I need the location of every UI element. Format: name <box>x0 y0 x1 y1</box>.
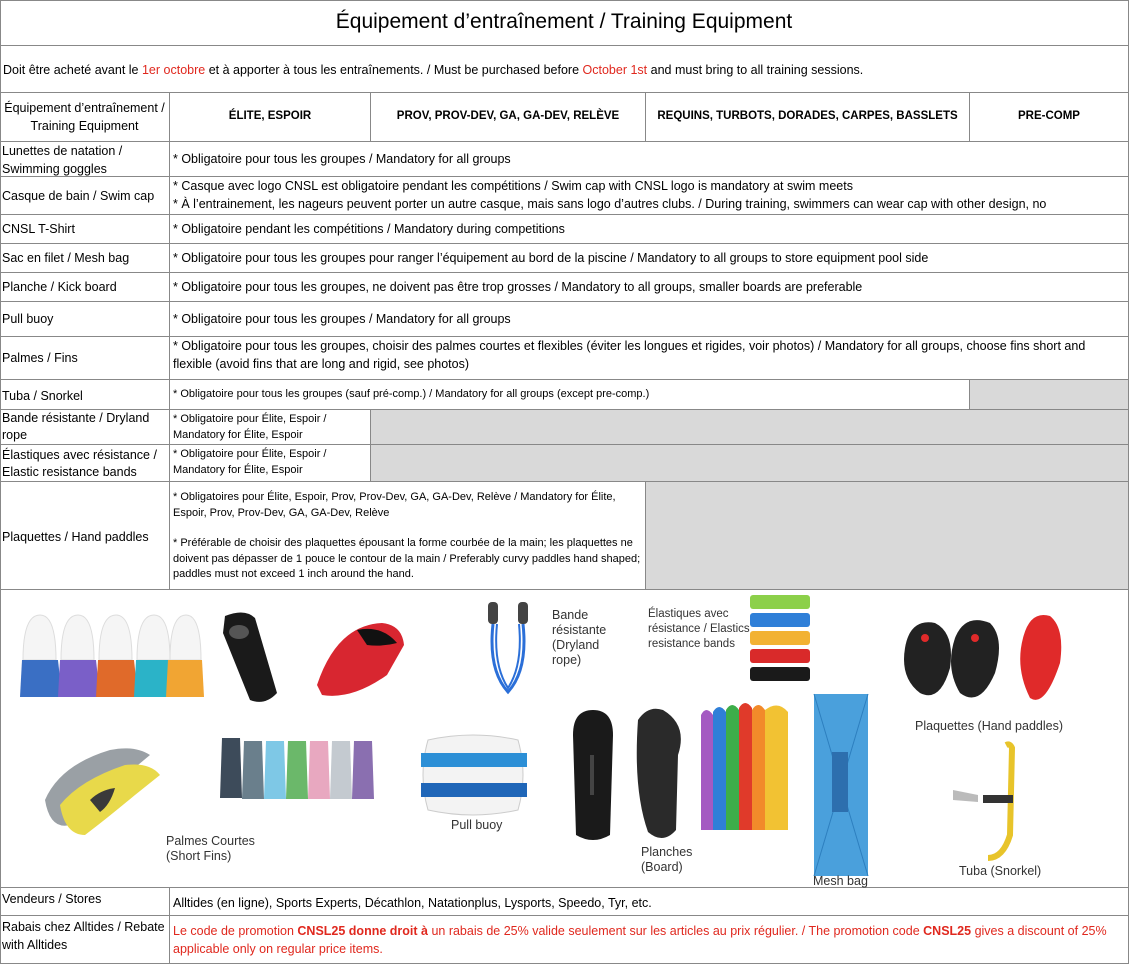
caption-pull-buoy: Pull buoy <box>451 818 503 832</box>
item-kick-board: Planche / Kick board <box>0 273 170 302</box>
notice-text: and must bring to all training sessions. <box>647 63 864 77</box>
rebate-text-part: un rabais de 25% valide seulement sur les articles au prix régulier. / The promotion code <box>427 924 924 938</box>
red-fin-image <box>312 615 412 700</box>
req-goggles: * Obligatoire pour tous les groupes / Mandatory for all groups <box>170 142 1129 177</box>
deadline-fr: 1er octobre <box>141 63 206 77</box>
header-group-requins: REQUINS, TURBOTS, DORADES, CARPES, BASSLETS <box>646 93 970 142</box>
na-cell <box>970 380 1129 410</box>
req-pull-buoy: * Obligatoire pour tous les groupes / Mandatory for all groups <box>170 302 1129 337</box>
snorkel-image <box>948 740 1028 865</box>
item-dryland-rope: Bande résistante / Dryland rope <box>0 410 170 445</box>
notice-text: Doit être acheté avant le <box>3 63 142 77</box>
promo-code: CNSL25 donne droit à <box>297 924 428 938</box>
promo-code: CNSL25 <box>923 924 972 938</box>
req-hand-paddles <box>170 482 646 590</box>
req-mesh-bag: * Obligatoire pour tous les groupes pour ranger l’équipement au bord de la piscine / Mandatory to all groups to store equipment pool side <box>170 244 1129 273</box>
item-goggles: Lunettes de natation / Swimming goggles <box>0 142 170 177</box>
tyr-fins-image <box>18 605 203 700</box>
header-group-precomp: PRE-COMP <box>970 93 1129 142</box>
kick-boards-image <box>568 700 808 845</box>
caption-dryland: Bande résistante (Dryland rope) <box>552 608 607 667</box>
black-fin-image <box>215 608 285 708</box>
req-fins: * Obligatoire pour tous les groupes, choisir des palmes courtes et flexibles (éviter les longues et rigides, voir photos) / Mandatory for all groups, choose fins short and flexible (avoid fins that are long and rigid, see photos) <box>170 337 1129 380</box>
item-mesh-bag: Sac en filet / Mesh bag <box>0 244 170 273</box>
req-tshirt: * Obligatoire pendant les compétitions / Mandatory during competitions <box>170 215 1129 244</box>
item-hand-paddles: Plaquettes / Hand paddles <box>0 482 170 590</box>
pull-buoy-image <box>418 735 530 817</box>
caption-mesh: Mesh bag <box>813 874 868 888</box>
na-cell <box>371 410 1129 445</box>
page-title: Équipement d’entraînement / Training Equipment <box>0 0 1129 46</box>
yellow-fins-image <box>40 740 170 840</box>
item-tshirt: CNSL T-Shirt <box>0 215 170 244</box>
item-pull-buoy: Pull buoy <box>0 302 170 337</box>
rebate-text-part: Le code de promotion <box>173 924 298 938</box>
req-kick-board: * Obligatoire pour tous les groupes, ne doivent pas être trop grosses / Mandatory to all groups, smaller boards are preferable <box>170 273 1129 302</box>
purchase-notice <box>0 46 1129 93</box>
item-rebate: Rabais chez Alltides / Rebate with Alltides <box>0 916 170 964</box>
req-elastic-bands: * Obligatoire pour Élite, Espoir / Mandatory for Élite, Espoir <box>170 445 371 482</box>
na-cell <box>646 482 1129 590</box>
short-fins-image <box>220 733 375 805</box>
caption-short-fins: Palmes Courtes (Short Fins) <box>166 834 255 863</box>
req-snorkel: * Obligatoire pour tous les groupes (sauf pré-comp.) / Mandatory for all groups (except pre-comp.) <box>170 380 970 410</box>
vendors-list: Alltides (en ligne), Sports Experts, Décathlon, Natationplus, Lysports, Speedo, Tyr, etc. <box>170 888 1129 916</box>
notice-text: et à apporter à tous les entraînements. / Must be purchased before <box>205 63 583 77</box>
req-swim-cap <box>170 177 1129 215</box>
rebate-text-part: gives a discount of 25% applicable only on regular price items. <box>173 924 1107 956</box>
header-group-elite: ÉLITE, ESPOIR <box>170 93 371 142</box>
caption-paddles: Plaquettes (Hand paddles) <box>915 719 1064 733</box>
header-equipment: Équipement d’entraînement / Training Equipment <box>0 93 170 142</box>
na-cell <box>371 445 1129 482</box>
mesh-bag-image <box>812 692 870 882</box>
hand-paddles-image <box>895 608 1085 718</box>
req-dryland-rope: * Obligatoire pour Élite, Espoir / Mandatory for Élite, Espoir <box>170 410 371 445</box>
header-group-prov: PROV, PROV-DEV, GA, GA-DEV, RELÈVE <box>371 93 646 142</box>
req-swim-cap-line2: * À l’entrainement, les nageurs peuvent porter un autre casque, mais sans logo d’autres clubs. / During training, swimmers can wear cap with other design, no <box>173 197 1047 211</box>
rebate-text <box>170 916 1129 964</box>
req-swim-cap-line1: * Casque avec logo CNSL est obligatoire pendant les compétitions / Swim cap with CNSL logo is mandatory at swim meets <box>173 179 853 193</box>
caption-bands: Élastiques avec résistance / Elastics resistance bands <box>648 608 750 650</box>
item-vendors: Vendeurs / Stores <box>0 888 170 916</box>
deadline-en: October 1st <box>582 63 648 77</box>
req-hand-paddles-line1: * Obligatoires pour Élite, Espoir, Prov, Prov-Dev, GA, GA-Dev, Relève / Mandatory for Élite, Espoir, Prov, Prov-Dev, GA, GA-Dev, Relève <box>173 491 616 519</box>
dryland-rope-image <box>483 600 553 698</box>
elastic-bands-image <box>748 593 812 685</box>
item-fins: Palmes / Fins <box>0 337 170 380</box>
req-hand-paddles-line2: * Préférable de choisir des plaquettes épousant la forme courbée de la main; les plaquettes ne doivent pas dépasser de 1 pouce le contour de la main / Preferably curvy paddles hand shaped; paddles must not exceed 1 inch around the hand. <box>173 537 641 580</box>
caption-boards: Planches (Board) <box>641 845 693 874</box>
item-snorkel: Tuba / Snorkel <box>0 380 170 410</box>
item-elastic-bands: Élastiques avec résistance / Elastic resistance bands <box>0 445 170 482</box>
caption-snorkel: Tuba (Snorkel) <box>959 864 1042 878</box>
item-swim-cap: Casque de bain / Swim cap <box>0 177 170 215</box>
